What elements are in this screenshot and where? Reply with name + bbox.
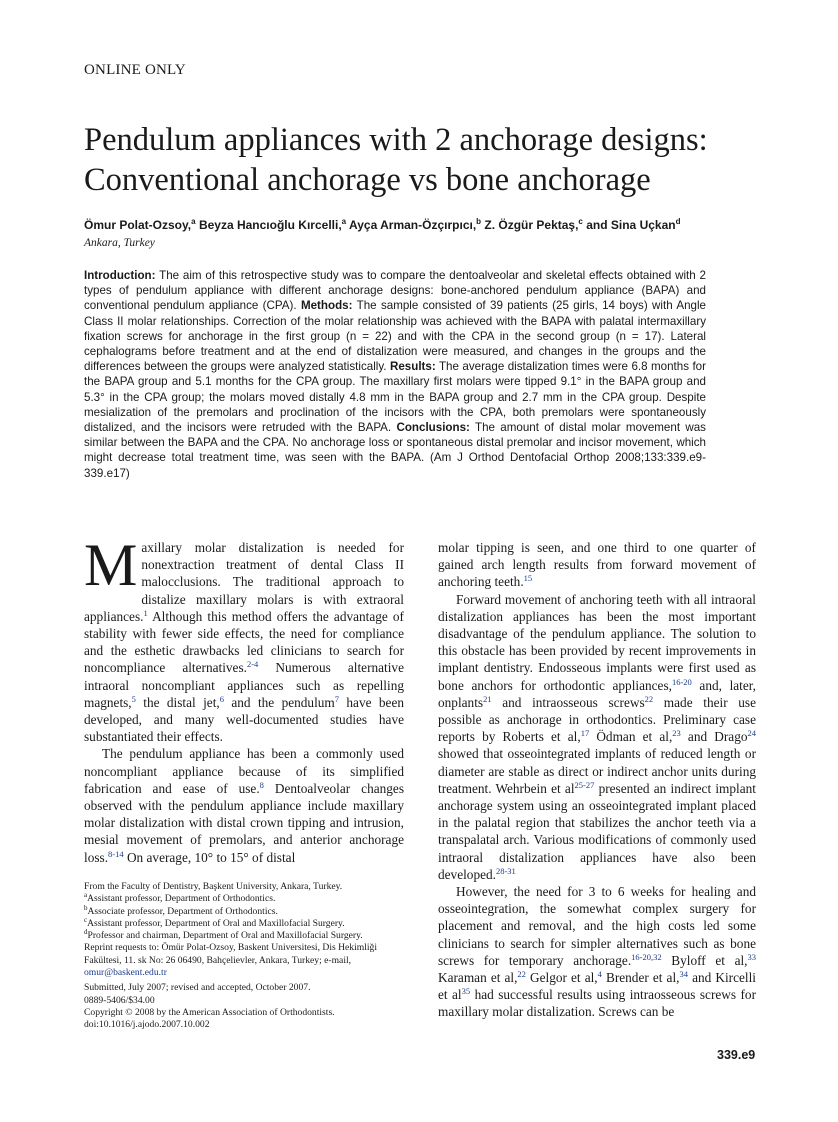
body-paragraph [438, 883, 756, 1021]
abstract-intro-label: Introduction: [84, 269, 156, 282]
author-location: Ankara, Turkey [84, 237, 155, 249]
reference-link[interactable]: 16-20 [671, 676, 692, 687]
reference-link[interactable]: 8 [259, 779, 264, 790]
body-column-right [438, 539, 756, 1021]
reference-link[interactable]: 23 [672, 728, 681, 739]
article-title-line-2: Conventional anchorage vs bone anchorage [84, 162, 651, 198]
body-text: molar tipping is seen, and one third to one quarter of gained arch length results from forward movement of anchoring teeth. [438, 540, 756, 590]
reference-link[interactable]: 5 [131, 693, 136, 704]
footnote-text: Professor and chairman, Department of Oral and Maxillofacial Surgery. [87, 930, 363, 942]
footnote-b [84, 903, 404, 918]
body-text: Karaman et al, [438, 970, 518, 986]
reference-link[interactable]: 15 [523, 573, 533, 584]
reference-link[interactable]: 7 [334, 693, 340, 704]
reference-link[interactable]: 25-27 [574, 779, 595, 790]
abstract-results-label: Results: [389, 360, 436, 374]
body-text: the distal jet, [135, 694, 220, 710]
body-text: showed that osseointegrated implants of reduced length or diameter are stable as direct or indirect anchor units during treatment. Wehrbein et al [438, 746, 756, 796]
reference-link[interactable]: 28-31 [495, 865, 516, 876]
author-name: Beyza Hancıoğlu Kırcelli, [198, 218, 342, 232]
abstract-conclusions-label: Conclusions: [396, 421, 470, 435]
reference-link[interactable]: 21 [483, 693, 492, 704]
body-text: Dentoalveolar changes observed with the pendulum appliance include maxillary molar distalization with distal crown tipping and intrusion, mesial movement of premolars, and anterior anchorage loss. [84, 780, 404, 865]
abstract-citation: (Am J Orthod Dentofacial Orthop 2008;133:339.e9-339.e17) [84, 451, 706, 480]
body-text: Ödman et al, [589, 729, 673, 745]
author-affiliation-mark: a [191, 217, 196, 226]
body-text: Byloff et al, [661, 952, 748, 968]
body-text: Gelgor et al, [525, 970, 598, 986]
reference-link[interactable]: 22 [517, 969, 526, 980]
online-only-label: ONLINE ONLY [84, 62, 186, 78]
footnote-mark: b [84, 903, 88, 912]
footnote-issn: 0889-5406/$34.00 [84, 994, 155, 1006]
reference-link[interactable]: 6 [219, 693, 224, 704]
drop-cap: M [84, 532, 138, 598]
reference-link[interactable]: 24 [747, 728, 756, 739]
footnote-doi: doi:10.1016/j.ajodo.2007.10.002 [84, 1019, 210, 1031]
author-name: Ayça Arman-Özçırpıcı, [349, 218, 477, 232]
reference-link[interactable]: 2-4 [246, 659, 259, 670]
reference-link[interactable]: 22 [644, 693, 654, 704]
author-affiliation-mark: d [675, 217, 681, 226]
body-paragraph [438, 539, 756, 591]
abstract-results-text: The average distalization times were 6.8 months for the BAPA group and 5.1 months for the CPA group. The maxillary first molars were tipped 9.1° in the BAPA group and 5.3° in the CPA group; the molars moved distally 4.8 mm in the BAPA group and 2.7 mm in the CPA group. Despite mesialization of the premolars and proclination of the incisors with the CPA, both premolars were spontaneously distalized, and the incisors were retruded with the BAPA. [84, 360, 706, 435]
footnote-text: Assistant professor, Department of Oral and Maxillofacial Surgery. [87, 917, 345, 929]
author-affiliation-mark: a [341, 217, 347, 226]
author-affiliation-mark: b [476, 217, 482, 226]
abstract-methods-text: The sample consisted of 39 patients (25 girls, 14 boys) with Angle Class II molar relationships. Correction of the molar relationship was achieved with the BAPA with palatal intermaxillary fixation screws for anchorage in the first group (n = 22) and with the CPA in the second group (n = 17). Lateral cephalograms before treatment and at the end of distalization were measured, and changes in the groups and the differences between the groups were analyzed statistically. [84, 299, 706, 374]
abstract [84, 268, 706, 481]
footnote-text: Assistant professor, Department of Orthodontics. [87, 893, 276, 905]
footnote-copyright: Copyright © 2008 by the American Association of Orthodontists. [84, 1006, 335, 1018]
body-text: The pendulum appliance has been a commonly used noncompliant appliance because of its simplified fabrication and ease of use. [84, 746, 404, 796]
reference-link[interactable]: 34 [679, 969, 688, 980]
page-number: 339.e9 [717, 1048, 756, 1062]
author-name: and Sina Uçkan [586, 218, 676, 232]
article-title [84, 120, 764, 200]
author-name: Z. Özgür Pektaş, [484, 218, 579, 232]
footnote-d [84, 930, 404, 942]
body-text: and, later, onplants [438, 677, 756, 710]
author-name: Ömur Polat-Ozsoy, [84, 218, 192, 232]
footnote-mark: c [84, 915, 88, 924]
body-text: made their use possible as anchorage in orthodontics. Preliminary case reports by Roberts et al, [438, 694, 757, 745]
body-text: and Kircelli et al [438, 970, 756, 1003]
body-text: have been developed, and many well-documented studies have substantiated their effects. [84, 694, 404, 745]
footnote-reprint [84, 942, 404, 979]
footnote-affiliation: From the Faculty of Dentistry, Başkent University, Ankara, Turkey. [84, 881, 343, 892]
body-paragraph [438, 591, 756, 883]
footnote-mark: a [84, 891, 88, 900]
reference-link[interactable]: 8-14 [108, 848, 124, 859]
abstract-conclusions-text: The amount of distal molar movement was similar between the BAPA and the CPA. No anchorage loss or spontaneous distal premolar and incisor movement, which might decrease total treatment time, was seen with the BAPA. [84, 421, 706, 465]
body-text: Although this method offers the advantage of stability with fewer side effects, the need for compliance and the esthetic drawbacks led clinicians to search for noncompliance alternatives. [84, 608, 404, 676]
body-column-left [84, 532, 404, 866]
author-footnotes [84, 881, 404, 1032]
reference-link[interactable]: 17 [580, 728, 590, 739]
article-title-line-1: Pendulum appliances with 2 anchorage designs: [84, 122, 708, 158]
reference-link[interactable]: 16-20,32 [631, 951, 662, 962]
body-text: and Drago [680, 729, 748, 745]
author-list [84, 218, 680, 232]
body-text: axillary molar distalization is needed for nonextraction treatment of dental Class II malocclusions. The traditional approach to distalize maxillary molars is with extraoral appliances. [84, 540, 404, 624]
reference-link[interactable]: 35 [461, 986, 471, 997]
body-text: On average, 10° to 15° of distal [123, 849, 296, 865]
reference-link[interactable]: 1 [143, 607, 148, 618]
abstract-methods-label: Methods: [300, 299, 353, 313]
reference-link[interactable]: 33 [747, 951, 756, 962]
abstract-intro-text: The aim of this retrospective study was to compare the dentoalveolar and skeletal effects obtained with 2 types of pendulum appliance with different anchorage designs: bone-anchored pendulum appliance (BAPA) and conventional pendulum appliance (CPA). [84, 269, 706, 313]
body-text: Brender et al, [601, 970, 680, 986]
body-text: presented an indirect implant anchorage system using an osseointegrated implant placed in the palatal region that stabilizes the anchor teeth via a transpalatal arch. Various modifications of commonly used intraoral distalization appliances have also been developed. [438, 780, 756, 882]
reference-link[interactable]: 4 [597, 969, 602, 980]
body-text: and intraosseous screws [491, 694, 645, 710]
author-affiliation-mark: c [578, 217, 583, 226]
body-text: Forward movement of anchoring teeth with all intraoral distalization appliances has been the most important disadvantage of the pendulum appliance. The solution to this obstacle has been provided by recent improvements in implant dentistry. Endosseous implants were first used as bone anchors for orthodontic appliances, [438, 591, 756, 693]
body-text: had successful results using intraosseous screws for maxillary molar distalization. Screws can be [438, 987, 756, 1020]
body-paragraph [84, 745, 404, 865]
body-paragraph [84, 532, 404, 745]
body-text: and the pendulum [223, 694, 335, 710]
footnote-a [84, 893, 404, 905]
footnote-mark: d [84, 928, 88, 937]
footnote-text: Associate professor, Department of Orthodontics. [87, 905, 278, 917]
body-text: Numerous alternative intraoral noncompliant appliances such as repelling magnets, [84, 660, 404, 710]
body-text: However, the need for 3 to 6 weeks for healing and osseointegration, the somewhat complex surgery for placement and removal, and the high costs led some clinicians to search for simpler alternatives such as bone screws for temporary anchorage. [438, 884, 756, 968]
footnote-text: Reprint requests to: Ömür Polat-Ozsoy, Baskent Universitesi, Dis Hekimliği Fakültesi, 11. sk No: 26 06490, Bahçelievler, Ankara, Turkey; e-mail, [84, 942, 378, 966]
footnote-submitted: Submitted, July 2007; revised and accepted, October 2007. [84, 982, 311, 994]
reprint-email-link[interactable]: omur@baskent.edu.tr [84, 967, 167, 979]
footnote-c [84, 915, 404, 930]
